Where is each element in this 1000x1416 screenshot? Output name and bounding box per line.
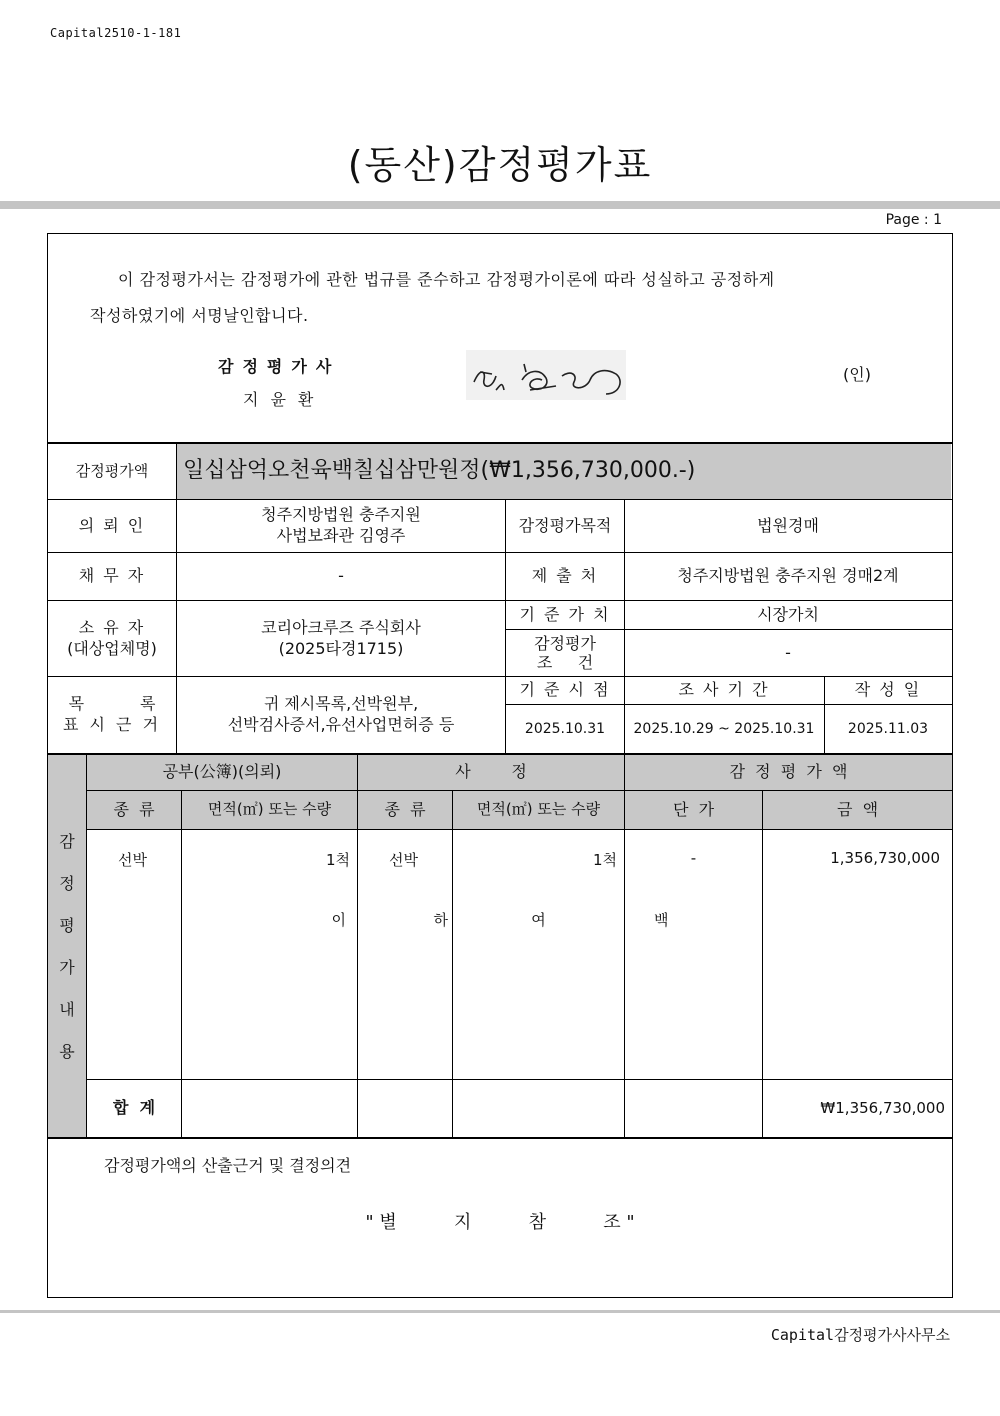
owner-value: [177, 601, 505, 676]
condition-value: -: [785, 642, 791, 662]
page-number: Page : 1: [885, 212, 942, 228]
item-quantity-surveyed: 1척: [592, 851, 617, 869]
opinion-value: " 별 지 참 조 ": [365, 1212, 635, 1233]
certification-line-1: 이 감정평가서는 감정평가에 관한 법규를 준수하고 감정평가이론에 따라 성실하고 공정하게: [118, 270, 775, 289]
detail-side-label: [48, 755, 86, 1138]
remark-char: 여: [531, 911, 546, 929]
opinion-label: 감정평가액의 산출근거 및 결정의견: [104, 1156, 352, 1175]
survey-period-value: 2025.10.29 ~ 2025.10.31: [633, 720, 815, 737]
survey-period-label: 조 사 기 간: [678, 680, 770, 700]
registry-header: 공부(公簿)(의뢰): [87, 755, 357, 790]
col-divider: [452, 791, 453, 1138]
base-date-label: 기 준 시 점: [519, 680, 611, 700]
footer-divider: [0, 1310, 1000, 1313]
total-value: ₩1,356,730,000: [820, 1098, 945, 1117]
condition-label-line-1: 감정평가: [534, 633, 596, 653]
list-basis-label-line-2: 표 시 근 거: [62, 715, 162, 734]
document-id: Capital2510-1-181: [50, 26, 182, 40]
document-title: (동산)감정평가표: [347, 143, 653, 187]
purpose-label: 감정평가목적: [518, 515, 612, 535]
total-label: 합 계: [112, 1098, 156, 1118]
item-unit-price: -: [690, 849, 697, 867]
col-amount-header: 금 액: [763, 791, 952, 829]
col-unit-header: 단 가: [625, 791, 762, 829]
condition-label-line-2: 조 건: [536, 653, 594, 672]
row-divider: [86, 829, 952, 830]
side-char: 감: [59, 831, 75, 851]
basis-value: 시장가치: [757, 604, 819, 624]
submit-label: 제 출 처: [531, 566, 599, 586]
side-char: 가: [59, 957, 75, 977]
requester-label: 의 뢰 인: [78, 515, 146, 535]
written-date-label: 작 성 일: [854, 680, 922, 700]
item-quantity: 1척: [325, 851, 350, 869]
amount-label: 감정평가액: [75, 461, 149, 480]
row-divider: [48, 1137, 952, 1139]
seal-mark: (인): [843, 365, 871, 384]
side-char: 용: [59, 1041, 75, 1061]
list-basis-label-line-1: 목 록: [68, 694, 156, 714]
submit-value: 청주지방법원 충주지원 경매2계: [677, 566, 899, 586]
owner-value-line-1: 코리아크루즈 주식회사: [261, 617, 421, 637]
signature-image: [466, 350, 626, 400]
side-char: 정: [59, 873, 75, 893]
item-amount: 1,356,730,000: [830, 849, 940, 867]
col-kind2-header: 종 류: [358, 791, 452, 829]
side-char: 내: [59, 999, 75, 1019]
requester-value-line-1: 청주지방법원 충주지원: [261, 505, 421, 525]
col-kind-header: 종 류: [87, 791, 181, 829]
owner-label-line-2: (대상업체명): [67, 638, 157, 658]
requester-value-line-2: 사법보좌관 김영주: [276, 526, 406, 545]
debtor-label: 채 무 자: [78, 566, 146, 586]
condition-label: [506, 630, 624, 676]
certification-statement: [90, 262, 920, 334]
remark-char: 백: [654, 911, 669, 929]
item-kind: 선박: [118, 851, 147, 869]
requester-value: [177, 500, 505, 552]
basis-value-label: 기 준 가 치: [519, 604, 611, 624]
base-date-value: 2025.10.31: [524, 720, 606, 737]
list-basis-label: [48, 677, 176, 753]
office-name: Capital감정평가사사무소: [770, 1326, 950, 1344]
debtor-value: -: [338, 566, 344, 586]
amount-value: 일십삼억오천육백칠십삼만원정(₩1,356,730,000.-): [177, 444, 951, 499]
list-basis-value: [177, 677, 505, 753]
col-divider: [181, 791, 182, 1138]
list-basis-value-line-2: 선박검사증서,유선사업면허증 등: [227, 715, 455, 734]
remark-char: 이: [331, 911, 346, 929]
owner-label: [48, 601, 176, 676]
owner-label-line-1: 소 유 자: [78, 617, 146, 637]
appraiser-name: 지윤환: [243, 390, 326, 409]
survey-header: 사 정: [358, 755, 624, 790]
amount-header: 감 정 평 가 액: [625, 755, 952, 790]
title-divider: [0, 201, 1000, 209]
col-area2-header: 면적(㎡) 또는 수량: [453, 791, 624, 829]
certification-line-2: 작성하였기에 서명날인합니다.: [90, 306, 309, 325]
col-area-header: 면적(㎡) 또는 수량: [182, 791, 357, 829]
purpose-value: 법원경매: [757, 515, 819, 535]
remark-char: 하: [433, 911, 448, 929]
list-basis-value-line-1: 귀 제시목록,선박원부,: [263, 694, 419, 714]
item-kind-surveyed: 선박: [389, 851, 418, 869]
owner-value-line-2: (2025타경1715): [278, 638, 404, 658]
written-date-value: 2025.11.03: [847, 720, 929, 737]
side-char: 평: [59, 915, 75, 935]
appraiser-title: 감정평가사: [218, 357, 341, 376]
